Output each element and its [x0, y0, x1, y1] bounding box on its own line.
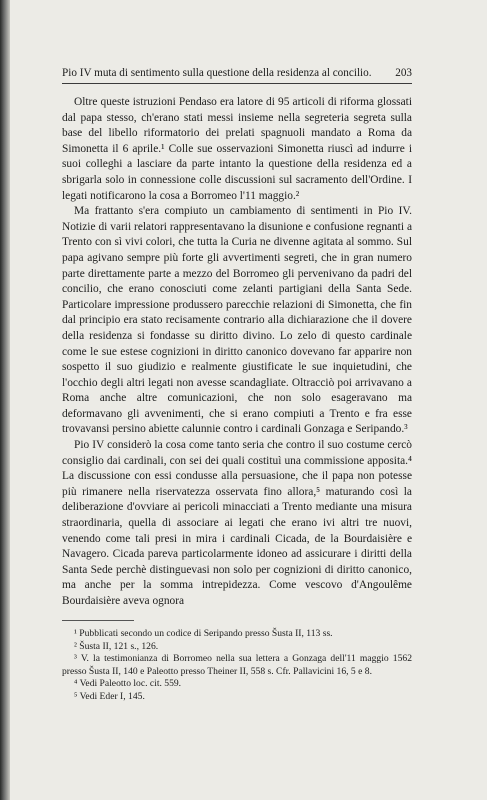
body-text	[62, 95, 412, 610]
binding-shadow	[0, 0, 10, 800]
footnote: ³ V. la testimonianza di Borromeo nella sua lettera a Gonzaga dell'11 maggio 1562 presso Šusta II, 140 e Paleotto presso Theiner II, 558 s. Cfr. Pallavicini 16, 5 e 8.	[62, 653, 412, 677]
footnote: ⁴ Vedi Paleotto loc. cit. 559.	[74, 678, 182, 689]
header-rule	[62, 83, 412, 84]
footnotes	[62, 628, 412, 703]
page-number: 203	[395, 67, 412, 79]
paragraph: Ma frattanto s'era compiuto un cambiamento di sentimenti in Pio IV. Notizie di varii relatori rappresentavano la disunione e confusione regnanti a Trento con sì vivi colori, che tutta la Curia ne divenne agitata al sommo. Sul papa agivano sempre più forte gli avvertimenti segreti, che in gran numero parte direttamente parte a mezzo del Borromeo gli pervenivano da padri del concilio, che erano conosciuti come zelanti partigiani della Santa Sede. Particolare impressione produssero parecchie relazioni di Simonetta, che fin dal principio era stato recisamente contrario alla dichiarazione che il dovere della residenza si fondasse su diritto divino. Lo zelo di questo cardinale come le sue estese cognizioni in diritto canonico dovevano far apparire non sospetto il suo giudizio e realmente giustificate le sue inquietudini, che l'occhio degli altri legati non avesse scandagliate. Oltracciò poi arrivavano a Roma anche altre comunicazioni, che non solo esageravano ma deformavano gli avvenimenti, che si erano compiuti a Trento e fra esse trovavansi persino abiette calunnie contro i cardinali Gonzaga e Seripando.³	[62, 205, 412, 436]
running-head-title: Pio IV muta di sentimento sulla questione della residenza al concilio.	[62, 67, 372, 79]
footnote: ² Šusta II, 121 s., 126.	[74, 640, 159, 652]
book-page	[10, 0, 487, 800]
footnote: ¹ Pubblicati secondo un codice di Seripando presso Šusta II, 113 ss.	[74, 628, 333, 639]
running-head	[62, 66, 412, 80]
paragraph: Pio IV considerò la cosa come tanto seria che contro il suo costume cercò consiglio dai cardinali, con sei dei quali costituì una commissione apposita.⁴ La discussione con essi condusse alla persuasione, che il papa non potesse più rimanere nella riservatezza osservata fino allora,⁵ maturando così la deliberazione d'ovviare ai pericoli minacciati a Trento mediante una misura straordinaria, quella di associare ai legati che erano ivi altri tre nuovi, venendo come tali presi in mira i cardinali Cicada, de la Bourdaisière e Navagero. Cicada pareva particolarmente idoneo ad assicurare i diritti della Santa Sede perchè distinguevasi non solo per cognizioni di diritto canonico, ma anche per la somma intrepidezza. Come vescovo d'Angoulême Bourdaisière aveva ognora	[62, 439, 412, 607]
footnote: ⁵ Vedi Eder I, 145.	[74, 690, 145, 702]
footnote-rule	[62, 620, 134, 621]
paragraph: Oltre queste istruzioni Pendaso era latore di 95 articoli di riforma glossati dal papa stesso, ch'erano stati messi insieme nella segreteria segreta sulla base del libello riformatorio dei prelati spagnuoli mandato a Roma da Simonetta il 6 aprile.¹ Colle sue osservazioni Simonetta riuscì ad indurre i suoi colleghi a lasciare da parte intanto la questione della residenza ed a sbrigarla solo in connessione colle discussioni sul sacramento dell'Ordine. I legati notificarono la cosa a Borromeo l'11 maggio.²	[62, 96, 412, 202]
